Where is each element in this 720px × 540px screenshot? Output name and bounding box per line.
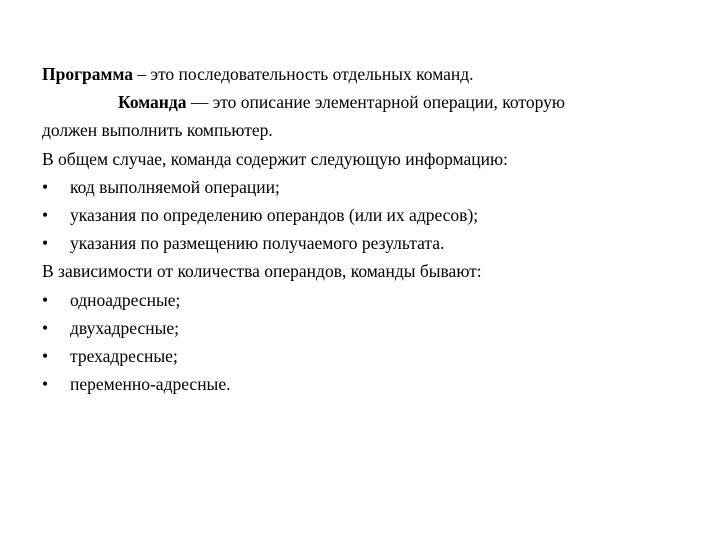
- types-list-item: [42, 370, 682, 398]
- slide-content: [42, 60, 682, 398]
- info-list-item: [42, 173, 682, 201]
- bullet-icon: •: [42, 374, 49, 395]
- command-term: Команда: [118, 92, 187, 113]
- bullet-icon: •: [42, 205, 49, 226]
- program-term: Программа: [42, 64, 133, 84]
- bullet-icon: •: [42, 346, 49, 367]
- bullet-icon: •: [42, 317, 49, 338]
- types-intro: В зависимости от количества операндов, команды бывают:: [42, 261, 482, 282]
- command-definition-continued: должен выполнить компьютер.: [42, 120, 273, 141]
- bullet-icon: •: [42, 289, 49, 310]
- info-list-item: [42, 201, 682, 229]
- types-list-item-text: двухадресные;: [70, 317, 179, 338]
- program-definition-text: – это последовательность отдельных команд.: [133, 64, 474, 84]
- info-list-item-text: указания по размещению получаемого результата.: [70, 233, 445, 254]
- info-list-item-text: код выполняемой операции;: [70, 176, 280, 197]
- types-list-item-text: одноадресные;: [70, 289, 181, 310]
- info-list-item: [42, 229, 682, 257]
- types-list-item: [42, 342, 682, 370]
- bullet-icon: •: [42, 233, 49, 254]
- command-definition-text: — это описание элементарной операции, которую: [186, 92, 565, 113]
- types-list-item-text: переменно-адресные.: [70, 374, 231, 395]
- command-definition: [42, 88, 682, 116]
- info-list-item-text: указания по определению операндов (или их адресов);: [70, 205, 479, 226]
- program-definition: [42, 60, 682, 88]
- types-list-item: [42, 314, 682, 342]
- types-list-item-text: трехадресные;: [70, 346, 178, 367]
- bullet-icon: •: [42, 176, 49, 197]
- info-intro: В общем случае, команда содержит следующую информацию:: [42, 148, 508, 169]
- types-list-item: [42, 286, 682, 314]
